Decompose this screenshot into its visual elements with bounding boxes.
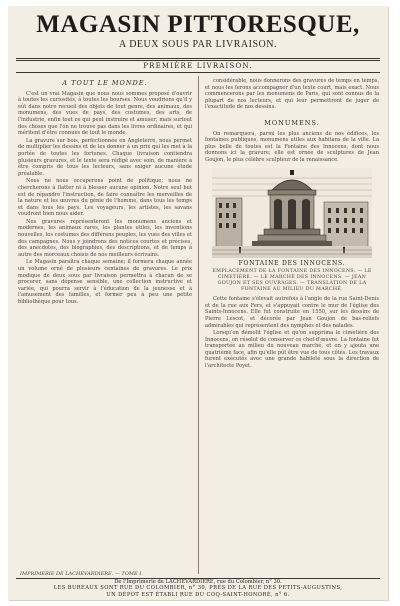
imprint-line-2: LES BUREAUX SONT RUE DU COLOMBIER, n° 30, PRÈS DE LA RUE DES PETITS-AUGUSTINS, bbox=[53, 585, 343, 592]
right-column bbox=[205, 78, 379, 572]
fountain-engraving-image bbox=[212, 168, 372, 258]
article-summary: EMPLACEMENT DE LA FONTAINE DES INNOCENS. — LE CIMETIÈRE. — LE MARCHÉ DES INNOCENS. — JEAN GOUJON ET SES OUVRAGES. — TRANSLATION DE LA FONTAINE AU MILIEU DU MARCHÉ. bbox=[212, 269, 372, 293]
right-paragraph-4: Lorsqu'on démolit l'église et qu'on supprima le cimetière des Innocens, on résolut de conserver ce chef-d'œuvre. La fontaine fut transportée au milieu du nouveau marché, et on y ajouta une quatrième face, afin qu'elle pût être vue de tous côtés. Les travaux furent exécutés avec une grande habileté sous la direction de l'architecte Poyet. bbox=[205, 330, 379, 370]
left-paragraph-2: La gravure sur bois, perfectionnée en Angleterre, nous permet de multiplier les dessins et de les donner à un prix qui les met à la portée de toutes les fortunes. Chaque livraison contiendra plusieurs gravures, et le texte sera rédigé avec soin, de manière à être compris de tous les lecteurs, sans exiger aucune étude préalable. bbox=[18, 137, 192, 177]
left-section-heading: A TOUT LE MONDE. bbox=[62, 79, 148, 87]
imprint-line-3: UN DÉPOT EST ÉTABLI RUE DU COQ-SAINT-HONORÉ, n° 6. bbox=[106, 591, 290, 598]
column-divider bbox=[198, 76, 199, 574]
volume-footnote: IMPRIMERIE DE LACHEVARDIERE. — TOME I. bbox=[20, 571, 143, 577]
left-paragraph-4: Nos gravures représenteront les monumens anciens et modernes, les animaux rares, les plantes utiles, les inventions nouvelles, les costumes des différens peuples, les vues des villes et des campagnes. Nous y joindrons des notices courtes et précises, des anecdotes, des biographies, des descriptions, et de temps à autre des morceaux choisis de nos meilleurs écrivains. bbox=[18, 218, 192, 258]
right-paragraph-2: On remarquera, parmi les plus anciens de nos édifices, les fontaines publiques, monumens utiles aux habitans de la ville. La plus belle de toutes est la Fontaine des Innocens, dont nous donnons ici la gravure; elle est ornée de sculptures de Jean Goujon, le plus célèbre sculpteur de la renaissance. bbox=[205, 130, 379, 163]
right-section-heading: MONUMENS. bbox=[264, 118, 320, 127]
right-paragraph-3: Cette fontaine s'élevait autrefois à l'angle de la rue Saint-Denis et de la rue aux Fers, et s'appuyait contre le mur de l'église des Saints-Innocens. Elle fut construite en 1550, sur les dessins de Pierre Lescot, et décorée par Jean Goujon de bas-reliefs admirables qui représentent des nymphes et des naïades. bbox=[205, 296, 379, 329]
left-paragraph-3: Nous ne nous occuperons point de politique; nous ne chercherons à flatter ni à blesser aucune opinion. Notre seul but est de répandre l'instruction, de faire connaître les merveilles de la nature et les œuvres du génie de l'homme, dans tous les temps et dans tous les pays. Les voyageurs, les artistes, les savans voudront bien nous aider. bbox=[18, 178, 192, 218]
right-paragraph-1: considérable, nous donnerons des gravures de temps en temps, et nous les ferons accompagner d'un texte court, mais exact. Nous commencerons par les monumens de Paris, qui sont connus de la plupart de nos lecteurs, et qui leur permettront de juger de l'exactitude de nos dessins. bbox=[205, 78, 379, 111]
masthead bbox=[8, 12, 388, 50]
masthead-rule-double bbox=[16, 60, 380, 61]
imprint bbox=[8, 579, 388, 598]
left-column bbox=[18, 78, 192, 572]
left-paragraph-1: C'est un vrai Magasin que nous nous sommes proposé d'ouvrir à toutes les curiosités, à toutes les bourses. Nous voudrions qu'il y eût dans notre recueil des objets de tout genre, des animaux, des monumens, des vues de pays, des costumes, des arts, de l'industrie, enfin tout ce qui peut instruire et amuser; mais surtout des choses que l'on ne trouve pas dans les livres ordinaires, et qui méritent d'être connues de tout le monde. bbox=[18, 90, 192, 137]
masthead-title: MAGASIN PITTORESQUE, bbox=[36, 11, 360, 38]
masthead-subtitle: A DEUX SOUS PAR LIVRAISON. bbox=[119, 39, 277, 50]
masthead-rule-top bbox=[16, 58, 380, 59]
masthead-rule-bottom bbox=[16, 72, 380, 73]
left-paragraph-5: Le Magasin paraîtra chaque semaine; il formera chaque année un volume orné de plusieurs centaines de gravures. Le prix modique de deux sous par livraison permettra à chacun de se procurer, sans dépense sensible, une collection instructive et variée, qui pourra servir à l'éducation de la jeunesse et à l'amusement des familles, et former peu à peu une petite bibliothèque pour tous. bbox=[18, 259, 192, 305]
imprint-line-1: De l'Imprimerie de LACHEVARDIERE, rue du Colombier, n° 30. bbox=[114, 579, 282, 585]
engraving-caption: FONTAINE DES INNOCENS. bbox=[238, 259, 346, 267]
newspaper-page bbox=[8, 6, 388, 600]
issue-label: PREMIÈRE LIVRAISON. bbox=[143, 62, 253, 70]
